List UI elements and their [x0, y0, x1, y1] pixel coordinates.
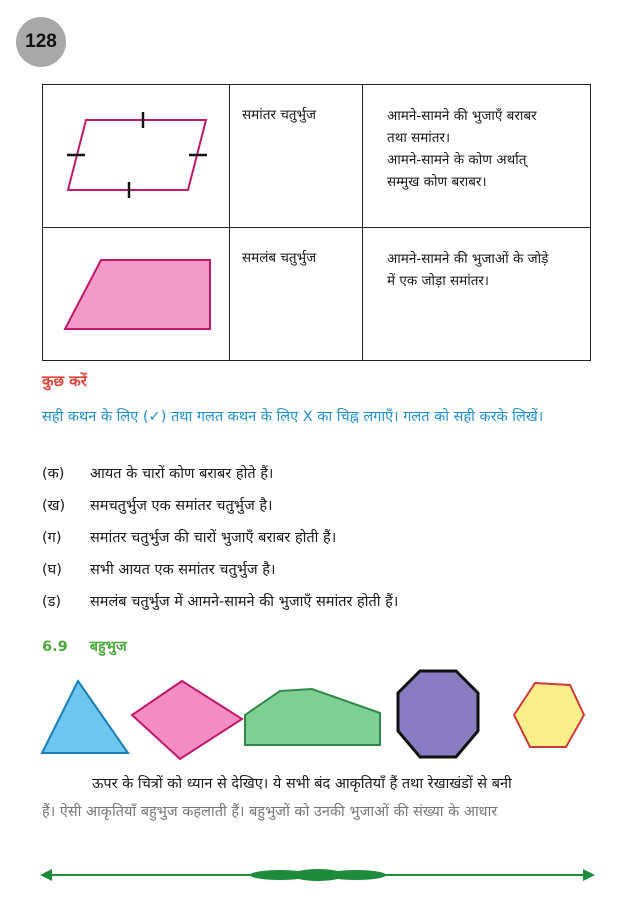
- list-item: [42, 457, 602, 489]
- trapezium-shape: [65, 260, 210, 329]
- statement-label: (ख): [42, 498, 66, 514]
- description-line: आमने-सामने की भुजाएँ बराबर: [387, 108, 537, 124]
- shape-properties-table: [42, 84, 591, 361]
- section-heading: [42, 636, 127, 656]
- description-line: आमने-सामने के कोण अर्थात्: [387, 152, 527, 168]
- description-line: तथा समांतर।: [387, 130, 451, 146]
- shape-name-cell: [230, 85, 363, 228]
- parallelogram-figure-cell: [43, 85, 230, 228]
- shape-name-cell: [230, 228, 363, 361]
- statement-label: (ग): [42, 530, 62, 546]
- list-item: [42, 521, 602, 553]
- list-item: [42, 489, 602, 521]
- section-title: बहुभुज: [89, 639, 127, 655]
- shape-name: समांतर चतुर्भुज: [242, 107, 316, 123]
- table-row: [43, 85, 591, 228]
- statement-text: आयत के चारों कोण बराबर होते हैं।: [90, 466, 274, 482]
- trapezium-figure: [43, 228, 229, 356]
- table-row: [43, 228, 591, 361]
- arrow-left-icon: [40, 869, 52, 881]
- triangle-shape: [42, 681, 128, 753]
- statement-text: समचतुर्भुज एक समांतर चतुर्भुज है।: [90, 498, 273, 514]
- section-number: 6.9: [42, 639, 68, 655]
- paragraph-line: हैं। ऐसी आकृतियाँ बहुभुज कहलाती हैं। बहुभुजों को उनकी भुजाओं की संख्या के आधार: [42, 804, 498, 820]
- paragraph-line: ऊपर के चित्रों को ध्यान से देखिए। ये सभी बंद आकृतियाँ हैं तथा रेखाखंडों से बनी: [92, 776, 512, 792]
- list-item: [42, 553, 602, 585]
- hexagon-shape: [514, 683, 584, 747]
- shape-description-cell: [363, 85, 591, 228]
- description-line: में एक जोड़ा समांतर।: [387, 273, 490, 289]
- statement-text: समलंब चतुर्भुज में आमने-सामने की भुजाएँ समांतर होती हैं।: [90, 594, 399, 610]
- description-line: आमने-सामने की भुजाओं के जोड़े: [387, 251, 549, 267]
- statement-label: (ड): [42, 594, 62, 610]
- arrow-right-icon: [583, 869, 595, 881]
- parallelogram-shape: [68, 120, 206, 190]
- activity-heading: कुछ करें: [42, 372, 87, 390]
- statement-label: (घ): [42, 562, 62, 578]
- trapezium-figure-cell: [43, 228, 230, 361]
- description-line: सम्मुख कोण बराबर।: [387, 174, 487, 190]
- shape-description-cell: [363, 228, 591, 361]
- page-number-badge: [16, 17, 66, 67]
- pentagon-shape: [245, 689, 380, 745]
- statement-text: समांतर चतुर्भुज की चारों भुजाएँ बराबर होती हैं।: [90, 530, 337, 546]
- rhombus-shape: [132, 681, 242, 759]
- page-number: 128: [25, 31, 57, 52]
- body-paragraph: [42, 770, 597, 826]
- polygon-figures: [30, 665, 610, 765]
- list-item: [42, 585, 602, 617]
- octagon-shape: [398, 671, 478, 757]
- activity-instruction: सही कथन के लिए (✓) तथा गलत कथन के लिए X का चिह्न लगाएँ। गलत को सही करके लिखें।: [42, 409, 544, 425]
- parallelogram-figure: [43, 85, 229, 223]
- statement-text: सभी आयत एक समांतर चतुर्भुज है।: [90, 562, 276, 578]
- shape-name: समलंब चतुर्भुज: [242, 250, 317, 266]
- decorative-rule: [40, 864, 595, 886]
- statement-list: [42, 457, 602, 617]
- statement-label: (क): [42, 466, 65, 482]
